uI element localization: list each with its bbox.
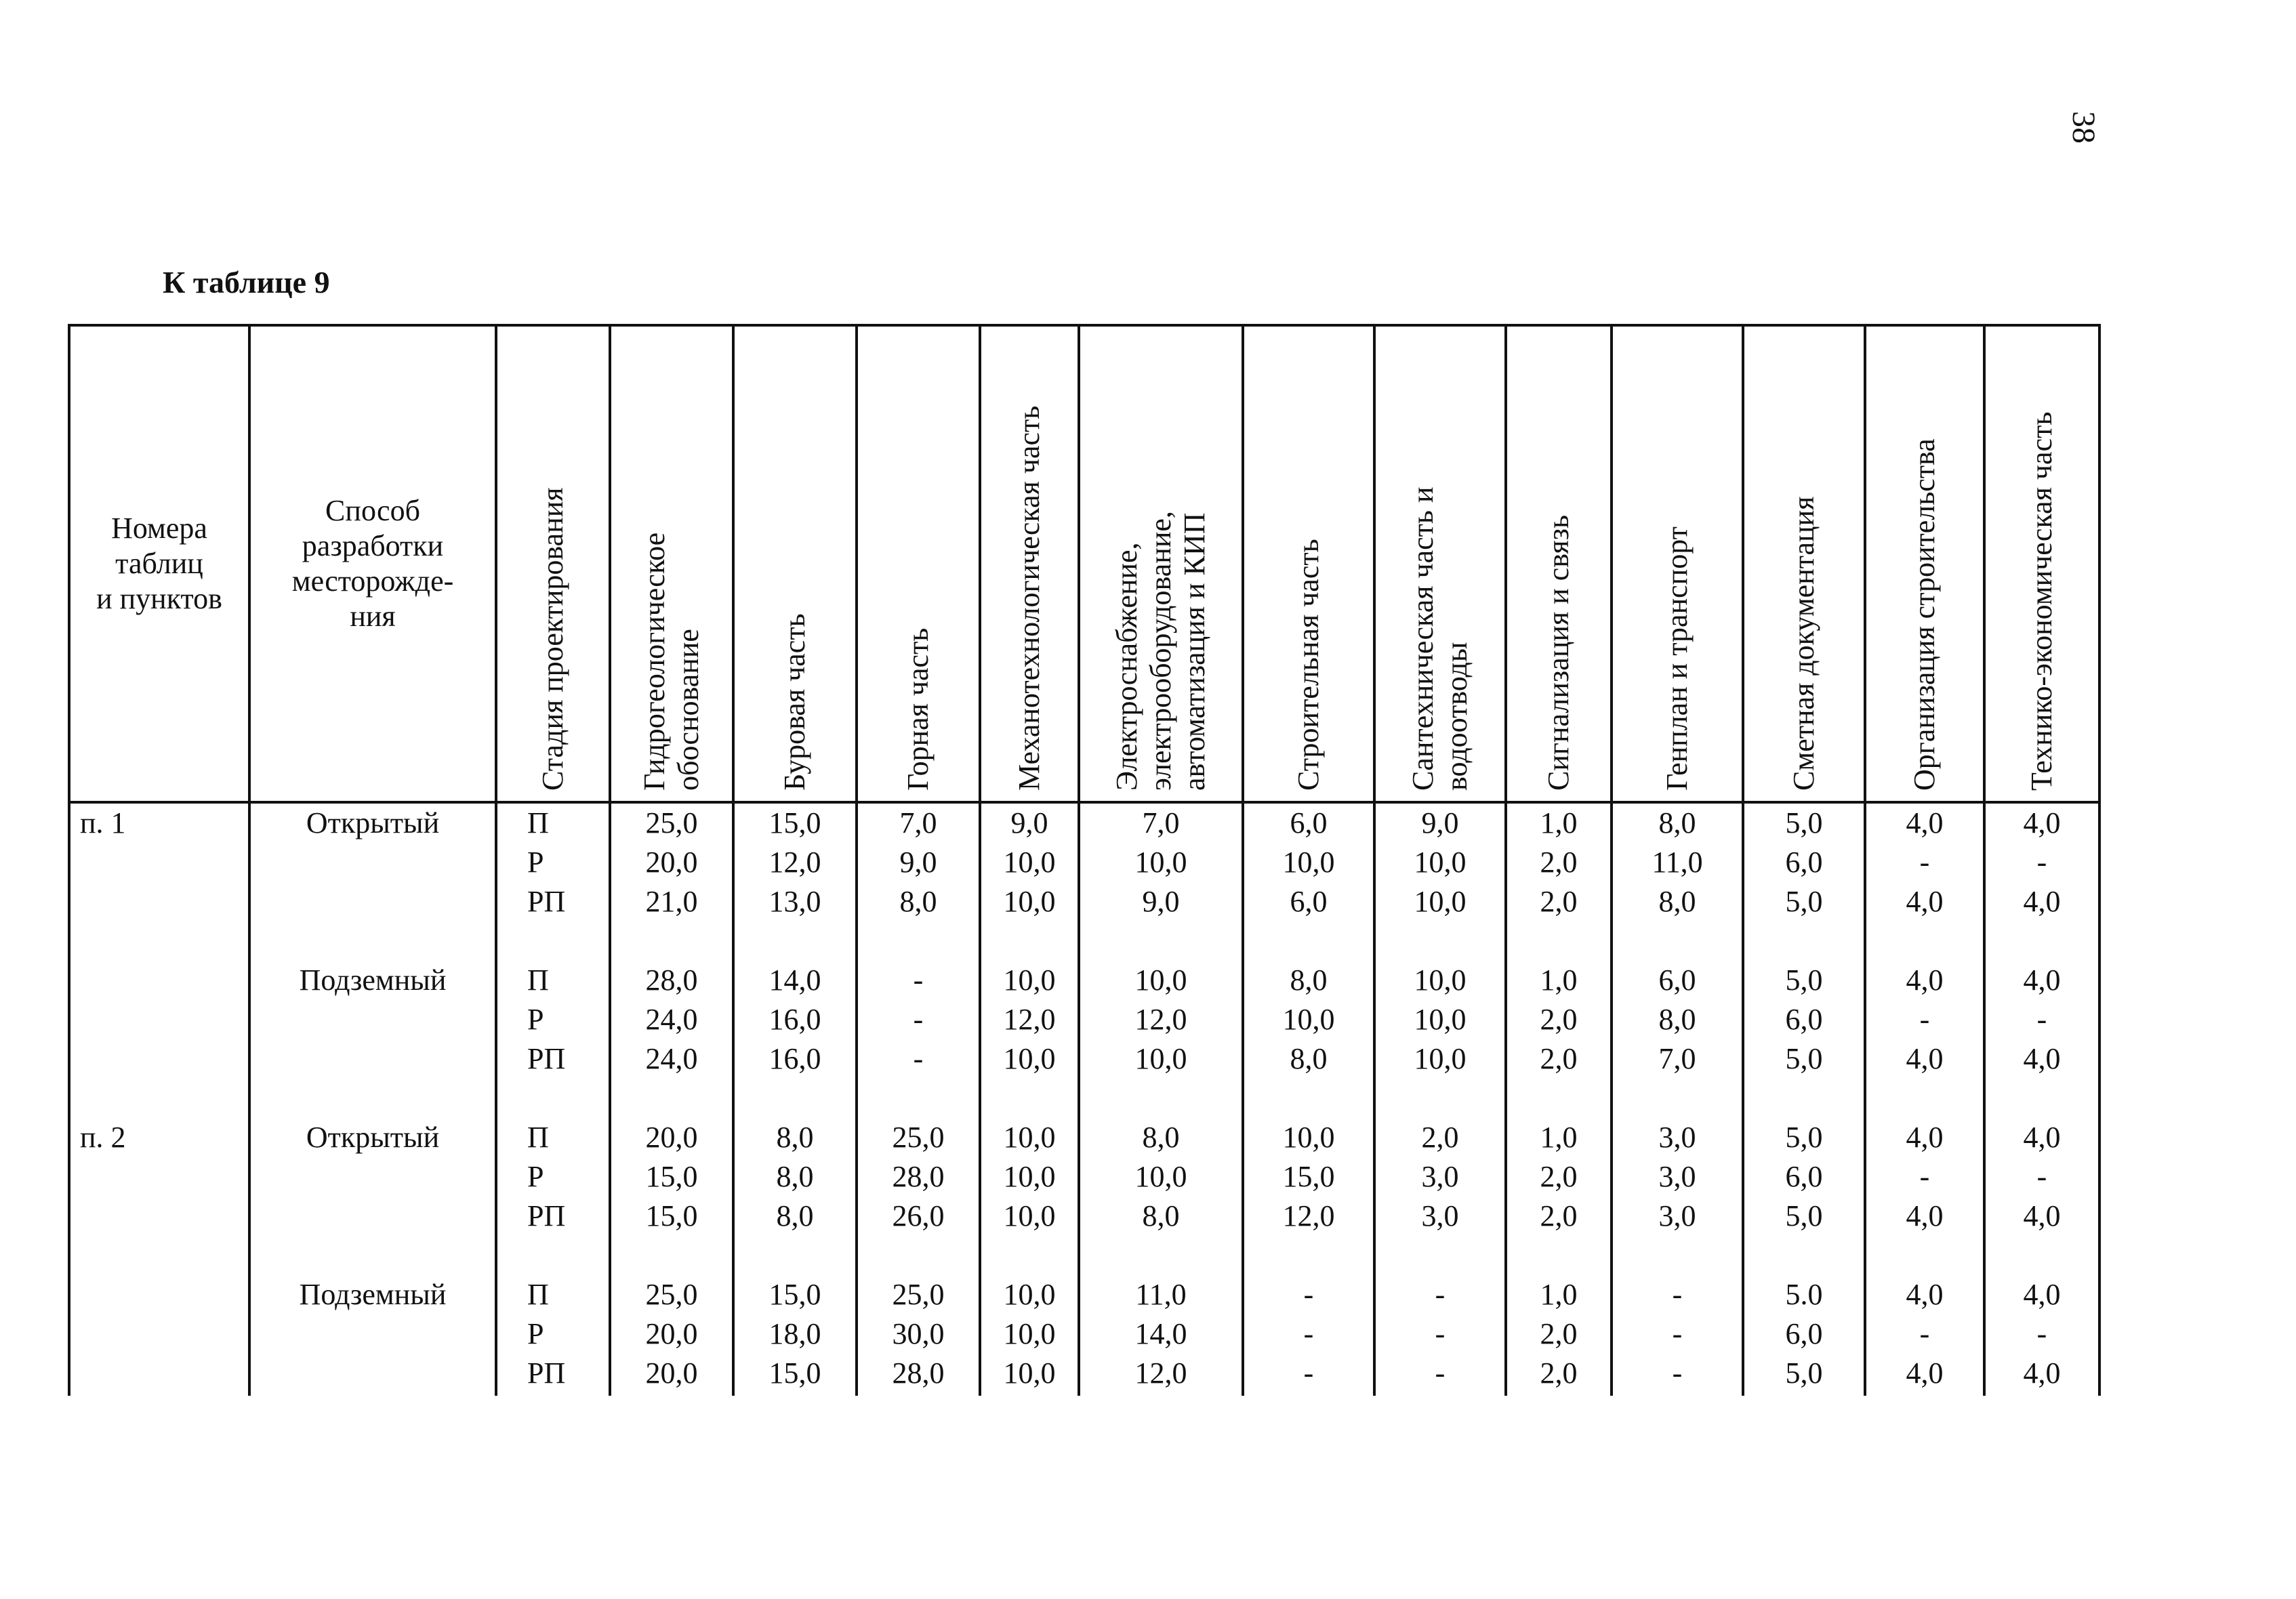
- cell-value: 3,0: [1421, 1160, 1459, 1193]
- header-column-line: Сигнализация и связь: [1542, 514, 1575, 791]
- empty-line: [251, 1000, 495, 1039]
- cell-value: 4,0: [2023, 1199, 2061, 1232]
- cell-value: 8,0: [776, 1160, 814, 1193]
- table-body-row: [69, 802, 2099, 1396]
- cell-value: 20,0: [645, 1317, 698, 1350]
- cell-value: 5.0: [1785, 1278, 1823, 1311]
- cell-value: 15,0: [768, 1356, 821, 1390]
- cell-value: 10,0: [1134, 1042, 1187, 1075]
- cell-value: 10,0: [1134, 1160, 1187, 1193]
- spacer: [251, 1079, 495, 1118]
- spacer: [70, 921, 248, 961]
- empty-line: [251, 843, 495, 882]
- header-column-9: [1612, 325, 1743, 802]
- header-table-numbers: [69, 325, 249, 802]
- method-name: Подземный: [299, 963, 447, 997]
- header-column-label: [2025, 337, 2059, 791]
- cell-value: 25,0: [645, 1278, 698, 1311]
- spacer: [1080, 1236, 1242, 1275]
- cell-value: 7,0: [1142, 806, 1180, 839]
- cell-value: 3,0: [1658, 1160, 1696, 1193]
- cell-value: 10,0: [1134, 963, 1187, 997]
- stage-code: П: [527, 1121, 549, 1154]
- cell-value: -: [1303, 1278, 1314, 1311]
- spacer: [1613, 1079, 1742, 1118]
- cell-value: 8,0: [1290, 963, 1328, 997]
- stage-code: Р: [527, 1317, 544, 1350]
- header-column-line: водоотводы: [1440, 642, 1473, 791]
- spacer: [981, 1079, 1078, 1118]
- cell-value: -: [2036, 1160, 2047, 1193]
- cell-value: 5,0: [1785, 1356, 1823, 1390]
- cell-value: 16,0: [768, 1003, 821, 1036]
- spacer: [981, 1236, 1078, 1275]
- cell-value: 10,0: [1414, 1003, 1467, 1036]
- empty-line: [70, 1157, 248, 1197]
- cell-value: 1,0: [1540, 806, 1578, 839]
- cell-value: 12,0: [1134, 1003, 1187, 1036]
- values-column-4: [980, 802, 1079, 1396]
- cell-value: -: [1435, 1317, 1446, 1350]
- cell-value: 4,0: [2023, 1121, 2061, 1154]
- cell-value: 10,0: [1282, 1121, 1335, 1154]
- stage-code: П: [527, 806, 549, 839]
- header-column-line: Сантехническая часть и: [1406, 486, 1439, 791]
- header-column-label: [1012, 337, 1046, 791]
- header-column-label: [778, 337, 812, 791]
- cell-value: -: [913, 1042, 924, 1075]
- cell-value: -: [1919, 846, 1930, 879]
- cell-value: 2,0: [1540, 1042, 1578, 1075]
- cell-value: 4,0: [1906, 1121, 1944, 1154]
- cell-value: 11,0: [1652, 846, 1703, 879]
- cell-value: 6,0: [1785, 1317, 1823, 1350]
- cell-value: -: [2036, 846, 2047, 879]
- spacer: [1080, 921, 1242, 961]
- header-method-line: ния: [350, 600, 396, 633]
- cell-value: -: [2036, 1317, 2047, 1350]
- header-column-line: Электроснабжение,: [1110, 542, 1143, 791]
- data-table: [68, 324, 2101, 1396]
- cell-value: 10,0: [1414, 885, 1467, 918]
- method-column: [249, 802, 496, 1396]
- header-column-2: [733, 325, 857, 802]
- spacer: [497, 921, 609, 961]
- header-column-line: Сметная документация: [1787, 496, 1820, 791]
- cell-value: 15,0: [645, 1160, 698, 1193]
- cell-value: -: [1303, 1317, 1314, 1350]
- cell-value: -: [1672, 1317, 1683, 1350]
- header-column-line: Строительная часть: [1292, 539, 1325, 791]
- cell-value: 11,0: [1135, 1278, 1187, 1311]
- cell-value: 7,0: [1658, 1042, 1696, 1075]
- cell-value: 15,0: [768, 806, 821, 839]
- page-number: 38: [2066, 111, 2102, 144]
- values-column-3: [857, 802, 980, 1396]
- empty-line: [251, 882, 495, 921]
- cell-value: 2,0: [1540, 1003, 1578, 1036]
- spacer: [1744, 921, 1864, 961]
- cell-value: 4,0: [2023, 1042, 2061, 1075]
- cell-value: -: [1919, 1317, 1930, 1350]
- spacer: [1744, 1079, 1864, 1118]
- header-column-label: [1406, 337, 1474, 791]
- cell-value: 10,0: [1003, 1160, 1056, 1193]
- cell-value: 2,0: [1540, 1160, 1578, 1193]
- header-column-line: Гидрогеологическое: [638, 532, 671, 791]
- cell-value: 10,0: [1003, 1042, 1056, 1075]
- spacer: [497, 1236, 609, 1275]
- spacer: [1376, 1079, 1504, 1118]
- cell-value: 5,0: [1785, 806, 1823, 839]
- cell-value: 6,0: [1785, 846, 1823, 879]
- header-column-line: электрооборудование,: [1144, 511, 1177, 791]
- cell-value: 28,0: [892, 1160, 945, 1193]
- stage-code: РП: [527, 1356, 566, 1390]
- header-column-5: [1079, 325, 1243, 802]
- cell-value: 15,0: [768, 1278, 821, 1311]
- cell-value: 15,0: [645, 1199, 698, 1232]
- cell-value: -: [1672, 1356, 1683, 1390]
- empty-line: [251, 1354, 495, 1393]
- header-table-numbers-line: и пунктов: [96, 582, 222, 615]
- spacer: [1613, 1236, 1742, 1275]
- header-method: [249, 325, 496, 802]
- spacer: [735, 921, 855, 961]
- spacer: [70, 1236, 248, 1275]
- cell-value: 9,0: [1010, 806, 1048, 839]
- stage-code: Р: [527, 846, 544, 879]
- spacer: [1986, 921, 2098, 961]
- cell-value: 6,0: [1290, 806, 1328, 839]
- cell-value: 8,0: [1290, 1042, 1328, 1075]
- empty-line: [70, 882, 248, 921]
- spacer: [251, 921, 495, 961]
- values-column-6: [1243, 802, 1374, 1396]
- values-column-10: [1743, 802, 1865, 1396]
- cell-value: 6,0: [1785, 1160, 1823, 1193]
- cell-value: 12,0: [1282, 1199, 1335, 1232]
- method-name: Открытый: [306, 806, 440, 839]
- spacer: [1507, 1236, 1610, 1275]
- cell-value: 5,0: [1785, 885, 1823, 918]
- cell-value: 10,0: [1003, 1121, 1056, 1154]
- cell-value: 10,0: [1003, 1356, 1056, 1390]
- header-method-line: разработки: [302, 529, 444, 562]
- cell-value: -: [1672, 1278, 1683, 1311]
- empty-line: [70, 843, 248, 882]
- cell-value: 5,0: [1785, 1042, 1823, 1075]
- spacer: [858, 921, 979, 961]
- header-column-8: [1506, 325, 1612, 802]
- cell-value: 21,0: [645, 885, 698, 918]
- spacer: [1507, 1079, 1610, 1118]
- stage-code: РП: [527, 885, 566, 918]
- cell-value: 20,0: [645, 846, 698, 879]
- empty-line: [70, 1314, 248, 1354]
- spacer: [858, 1079, 979, 1118]
- cell-value: 1,0: [1540, 963, 1578, 997]
- cell-value: 12,0: [1134, 1356, 1187, 1390]
- cell-value: 1,0: [1540, 1278, 1578, 1311]
- cell-value: 4,0: [2023, 806, 2061, 839]
- values-column-2: [733, 802, 857, 1396]
- cell-value: 1,0: [1540, 1121, 1578, 1154]
- cell-value: 14,0: [768, 963, 821, 997]
- cell-value: 4,0: [1906, 963, 1944, 997]
- header-column-line: Организация строительства: [1908, 438, 1941, 791]
- cell-value: 10,0: [1003, 885, 1056, 918]
- spacer: [1986, 1079, 2098, 1118]
- header-column-label: [638, 337, 705, 791]
- values-column-7: [1374, 802, 1506, 1396]
- cell-value: 3,0: [1658, 1199, 1696, 1232]
- empty-line: [70, 1275, 248, 1314]
- header-column-label: [901, 337, 935, 791]
- values-column-11: [1865, 802, 1984, 1396]
- cell-value: 4,0: [1906, 1042, 1944, 1075]
- cell-value: -: [1435, 1278, 1446, 1311]
- header-column-6: [1243, 325, 1374, 802]
- cell-value: -: [913, 1003, 924, 1036]
- empty-line: [251, 1039, 495, 1079]
- header-method-line: месторожде-: [291, 564, 454, 598]
- values-column-5: [1079, 802, 1243, 1396]
- cell-value: 4,0: [1906, 885, 1944, 918]
- header-column-label: [1292, 337, 1326, 791]
- stage-column: [496, 802, 610, 1396]
- cell-value: 10,0: [1003, 1278, 1056, 1311]
- cell-value: 5,0: [1785, 1199, 1823, 1232]
- spacer: [735, 1236, 855, 1275]
- spacer: [858, 1236, 979, 1275]
- cell-value: 10,0: [1003, 846, 1056, 879]
- cell-value: 24,0: [645, 1042, 698, 1075]
- cell-value: 25,0: [645, 806, 698, 839]
- empty-line: [70, 1039, 248, 1079]
- header-column-4: [980, 325, 1079, 802]
- spacer: [981, 921, 1078, 961]
- header-column-label: [1908, 337, 1942, 791]
- cell-value: 4,0: [1906, 1356, 1944, 1390]
- header-stage-label: Стадия проектирования: [536, 487, 569, 791]
- values-column-12: [1984, 802, 2099, 1396]
- cell-value: 2,0: [1421, 1121, 1459, 1154]
- header-method-line: Способ: [325, 494, 420, 527]
- cell-value: 8,0: [899, 885, 937, 918]
- cell-value: 20,0: [645, 1121, 698, 1154]
- header-column-line: Горная часть: [901, 627, 935, 791]
- spacer: [735, 1079, 855, 1118]
- cell-value: 10,0: [1003, 1199, 1056, 1232]
- spacer: [1244, 921, 1373, 961]
- refs-column: [69, 802, 249, 1396]
- header-table-numbers-line: Номера: [111, 512, 207, 545]
- spacer: [611, 1079, 732, 1118]
- cell-value: 10,0: [1282, 846, 1335, 879]
- cell-value: 28,0: [892, 1356, 945, 1390]
- cell-value: 10,0: [1414, 963, 1467, 997]
- spacer: [1866, 921, 1983, 961]
- cell-value: 14,0: [1134, 1317, 1187, 1350]
- header-column-1: [610, 325, 733, 802]
- empty-line: [251, 1314, 495, 1354]
- spacer: [251, 1236, 495, 1275]
- spacer: [1507, 921, 1610, 961]
- cell-value: 4,0: [1906, 806, 1944, 839]
- cell-value: 8,0: [1142, 1121, 1180, 1154]
- cell-value: 16,0: [768, 1042, 821, 1075]
- cell-value: 9,0: [1142, 885, 1180, 918]
- empty-line: [70, 961, 248, 1000]
- header-column-line: Технико-экономическая часть: [2025, 411, 2058, 791]
- header-column-line: Механотехнологическая часть: [1012, 405, 1046, 791]
- cell-value: 6,0: [1290, 885, 1328, 918]
- cell-value: 10,0: [1003, 1317, 1056, 1350]
- cell-value: -: [1919, 1003, 1930, 1036]
- spacer: [1244, 1079, 1373, 1118]
- cell-value: 25,0: [892, 1278, 945, 1311]
- values-column-9: [1612, 802, 1743, 1396]
- cell-value: 2,0: [1540, 1356, 1578, 1390]
- cell-value: 10,0: [1414, 846, 1467, 879]
- cell-value: 2,0: [1540, 885, 1578, 918]
- cell-value: 8,0: [1658, 806, 1696, 839]
- cell-value: 4,0: [2023, 1278, 2061, 1311]
- stage-code: П: [527, 963, 549, 997]
- header-column-label: [1787, 337, 1821, 791]
- header-column-7: [1374, 325, 1506, 802]
- header-column-10: [1743, 325, 1865, 802]
- cell-value: 12,0: [768, 846, 821, 879]
- table-caption: К таблице 9: [163, 265, 330, 299]
- cell-value: 8,0: [776, 1121, 814, 1154]
- cell-value: 3,0: [1658, 1121, 1696, 1154]
- cell-value: 6,0: [1658, 963, 1696, 997]
- header-table-numbers-line: таблиц: [115, 547, 203, 580]
- cell-value: 10,0: [1003, 963, 1056, 997]
- cell-value: 28,0: [645, 963, 698, 997]
- spacer: [611, 1236, 732, 1275]
- header-stage: [496, 325, 610, 802]
- empty-line: [70, 1000, 248, 1039]
- cell-value: 15,0: [1282, 1160, 1335, 1193]
- empty-line: [70, 1354, 248, 1393]
- values-column-8: [1506, 802, 1612, 1396]
- cell-value: -: [2036, 1003, 2047, 1036]
- spacer: [1244, 1236, 1373, 1275]
- stage-code: Р: [527, 1003, 544, 1036]
- header-column-label: [1110, 337, 1212, 791]
- cell-value: 18,0: [768, 1317, 821, 1350]
- cell-value: 4,0: [1906, 1278, 1944, 1311]
- stage-code: Р: [527, 1160, 544, 1193]
- cell-value: 9,0: [899, 846, 937, 879]
- spacer: [1986, 1236, 2098, 1275]
- cell-value: -: [913, 963, 924, 997]
- header-column-label: [1660, 337, 1694, 791]
- cell-value: 30,0: [892, 1317, 945, 1350]
- header-column-11: [1865, 325, 1984, 802]
- spacer: [1376, 921, 1504, 961]
- method-name: Открытый: [306, 1121, 440, 1154]
- cell-value: 4,0: [2023, 1356, 2061, 1390]
- cell-value: 4,0: [2023, 963, 2061, 997]
- spacer: [1866, 1079, 1983, 1118]
- stage-code: РП: [527, 1199, 566, 1232]
- cell-value: 2,0: [1540, 846, 1578, 879]
- spacer: [70, 1079, 248, 1118]
- cell-value: 12,0: [1003, 1003, 1056, 1036]
- cell-value: 13,0: [768, 885, 821, 918]
- cell-value: -: [1919, 1160, 1930, 1193]
- cell-value: 10,0: [1134, 846, 1187, 879]
- spacer: [1744, 1236, 1864, 1275]
- cell-value: 2,0: [1540, 1317, 1578, 1350]
- cell-value: 8,0: [1658, 885, 1696, 918]
- cell-value: 8,0: [1142, 1199, 1180, 1232]
- method-name: Подземный: [299, 1278, 447, 1311]
- header-row: [69, 325, 2099, 802]
- stage-code: РП: [527, 1042, 566, 1075]
- header-column-line: обоснование: [672, 629, 705, 791]
- header-column-line: Генплан и транспорт: [1660, 526, 1694, 791]
- cell-value: 24,0: [645, 1003, 698, 1036]
- spacer: [497, 1079, 609, 1118]
- table-ref: п. 1: [80, 806, 126, 839]
- cell-value: -: [1435, 1356, 1446, 1390]
- cell-value: 10,0: [1282, 1003, 1335, 1036]
- empty-line: [70, 1197, 248, 1236]
- cell-value: 9,0: [1421, 806, 1459, 839]
- header-column-12: [1984, 325, 2099, 802]
- cell-value: 5,0: [1785, 963, 1823, 997]
- spacer: [1613, 921, 1742, 961]
- cell-value: 3,0: [1421, 1199, 1459, 1232]
- cell-value: 8,0: [1658, 1003, 1696, 1036]
- header-column-line: автоматизация и КИП: [1178, 512, 1211, 791]
- cell-value: 2,0: [1540, 1199, 1578, 1232]
- empty-line: [251, 1197, 495, 1236]
- spacer: [1080, 1079, 1242, 1118]
- header-column-line: Буровая часть: [778, 613, 811, 791]
- cell-value: 26,0: [892, 1199, 945, 1232]
- stage-code: П: [527, 1278, 549, 1311]
- header-column-3: [857, 325, 980, 802]
- cell-value: 4,0: [2023, 885, 2061, 918]
- cell-value: -: [1303, 1356, 1314, 1390]
- cell-value: 8,0: [776, 1199, 814, 1232]
- cell-value: 5,0: [1785, 1121, 1823, 1154]
- values-column-1: [610, 802, 733, 1396]
- header-column-label: [1542, 337, 1576, 791]
- spacer: [1866, 1236, 1983, 1275]
- cell-value: 4,0: [1906, 1199, 1944, 1232]
- spacer: [611, 921, 732, 961]
- cell-value: 6,0: [1785, 1003, 1823, 1036]
- spacer: [1376, 1236, 1504, 1275]
- cell-value: 20,0: [645, 1356, 698, 1390]
- table-ref: п. 2: [80, 1121, 126, 1154]
- cell-value: 7,0: [899, 806, 937, 839]
- cell-value: 25,0: [892, 1121, 945, 1154]
- cell-value: 10,0: [1414, 1042, 1467, 1075]
- empty-line: [251, 1157, 495, 1197]
